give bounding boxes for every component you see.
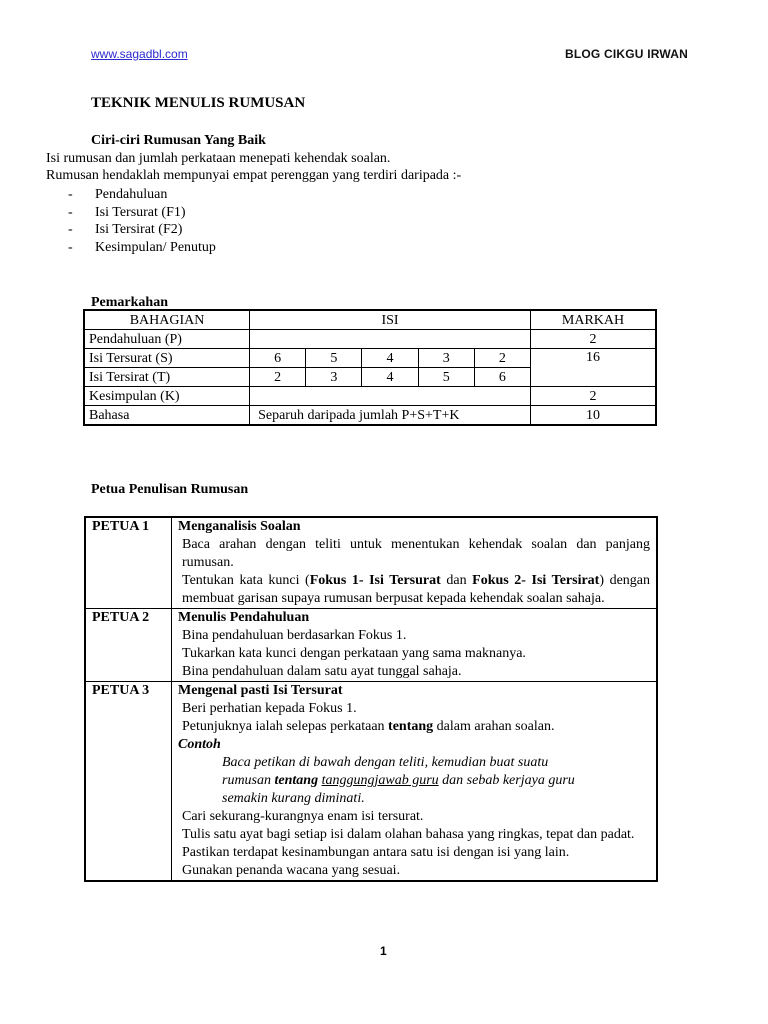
text-bold: tentang <box>388 719 434 734</box>
cell: 3 <box>418 349 474 368</box>
row-label: Isi Tersurat (S) <box>84 349 250 368</box>
row-label: Bahasa <box>84 406 250 426</box>
table-row <box>84 387 656 406</box>
petua-content <box>172 517 658 609</box>
cell: 10 <box>531 406 656 426</box>
example-line <box>178 772 650 790</box>
petua-line: Tukarkan kata kunci dengan perkataan yang sama maknanya. <box>182 646 526 661</box>
petua-line: Bina pendahuluan dalam satu ayat tunggal sahaja. <box>182 664 462 679</box>
list-dash: - <box>68 222 73 237</box>
list-item: Pendahuluan <box>95 187 168 202</box>
cell: 4 <box>362 368 418 387</box>
list-item: Kesimpulan/ Penutup <box>95 240 216 255</box>
petua-line: Tulis satu ayat bagi setiap isi dalam olahan bahasa yang ringkas, tepat dan padat. <box>182 827 635 842</box>
petua-content <box>172 609 658 682</box>
cell: 2 <box>531 387 656 406</box>
cell: Separuh daripada jumlah P+S+T+K <box>250 406 531 426</box>
table-row <box>85 517 657 609</box>
petua-label: PETUA 3 <box>85 682 172 882</box>
site-link[interactable]: www.sagadbl.com <box>91 47 188 61</box>
petua-label: PETUA 1 <box>85 517 172 609</box>
cell: 16 <box>531 349 656 387</box>
cell: 5 <box>306 349 362 368</box>
petua-line <box>178 718 650 736</box>
ciri-line-2: Rumusan hendaklah mempunyai empat perenggan yang terdiri daripada :- <box>46 168 462 183</box>
petua-title: Mengenal pasti Isi Tersurat <box>178 683 343 698</box>
petua-title: Menganalisis Soalan <box>178 519 301 534</box>
cell <box>250 387 531 406</box>
text: Tentukan kata kunci ( <box>182 573 310 588</box>
list-dash: - <box>68 187 73 202</box>
petua-heading: Petua Penulisan Rumusan <box>91 482 249 497</box>
petua-line: Baca arahan dengan teliti untuk menentukan kehendak soalan dan panjang rumusan. <box>182 537 650 570</box>
pemarkahan-heading: Pemarkahan <box>91 295 168 310</box>
table-row <box>85 682 657 882</box>
petua-line: Bina pendahuluan berdasarkan Fokus 1. <box>182 628 407 643</box>
text-underline: tanggungjawab guru <box>321 773 439 788</box>
petua-content <box>172 682 658 882</box>
scoring-table <box>83 309 657 426</box>
row-label: Kesimpulan (K) <box>84 387 250 406</box>
table-row <box>85 609 657 682</box>
list-item: Isi Tersurat (F1) <box>95 205 186 220</box>
petua-table <box>84 516 658 882</box>
table-row <box>84 310 656 330</box>
text-bold: tentang <box>274 773 319 788</box>
cell: 3 <box>306 368 362 387</box>
text: dan sebab kerjaya guru <box>438 773 575 788</box>
cell: 2 <box>250 368 306 387</box>
text-bold: Fokus 2- Isi Tersirat <box>472 573 600 588</box>
ciri-line-1: Isi rumusan dan jumlah perkataan menepati kehendak soalan. <box>46 151 391 166</box>
text: ) dengan membuat garisan supaya rumusan berpusat kepada kehendak soalan sahaja. <box>182 573 651 606</box>
header-markah: MARKAH <box>531 310 656 330</box>
table-row <box>84 349 656 368</box>
contoh-label: Contoh <box>178 737 221 752</box>
cell <box>250 330 531 349</box>
petua-line <box>178 572 650 608</box>
cell: 5 <box>418 368 474 387</box>
text: Petunjuknya ialah selepas perkataan <box>182 719 389 734</box>
petua-line: Cari sekurang-kurangnya enam isi tersurat. <box>182 809 424 824</box>
cell: 6 <box>474 368 530 387</box>
text: dan <box>440 573 473 588</box>
list-dash: - <box>68 205 73 220</box>
list-dash: - <box>68 240 73 255</box>
header-bahagian: BAHAGIAN <box>84 310 250 330</box>
ciri-heading: Ciri-ciri Rumusan Yang Baik <box>91 133 266 148</box>
text: rumusan <box>222 773 275 788</box>
petua-line: Pastikan terdapat kesinambungan antara satu isi dengan isi yang lain. <box>182 845 570 860</box>
petua-line: Gunakan penanda wacana yang sesuai. <box>182 863 401 878</box>
cell: 2 <box>531 330 656 349</box>
text: dalam arahan soalan. <box>433 719 555 734</box>
table-row <box>84 406 656 426</box>
petua-label: PETUA 2 <box>85 609 172 682</box>
row-label: Isi Tersirat (T) <box>84 368 250 387</box>
row-label: Pendahuluan (P) <box>84 330 250 349</box>
example-line: Baca petikan di bawah dengan teliti, kemudian buat suatu <box>222 755 549 770</box>
text-bold: Fokus 1- Isi Tersurat <box>309 573 441 588</box>
cell: 6 <box>250 349 306 368</box>
table-row <box>84 330 656 349</box>
page-title: TEKNIK MENULIS RUMUSAN <box>91 95 306 111</box>
list-item: Isi Tersirat (F2) <box>95 222 183 237</box>
petua-title: Menulis Pendahuluan <box>178 610 310 625</box>
page-number: 1 <box>380 944 387 958</box>
cell: 4 <box>362 349 418 368</box>
example-line: semakin kurang diminati. <box>222 791 365 806</box>
header-isi: ISI <box>250 310 531 330</box>
blog-name: BLOG CIKGU IRWAN <box>565 47 688 61</box>
petua-line: Beri perhatian kepada Fokus 1. <box>182 701 357 716</box>
cell: 2 <box>474 349 530 368</box>
